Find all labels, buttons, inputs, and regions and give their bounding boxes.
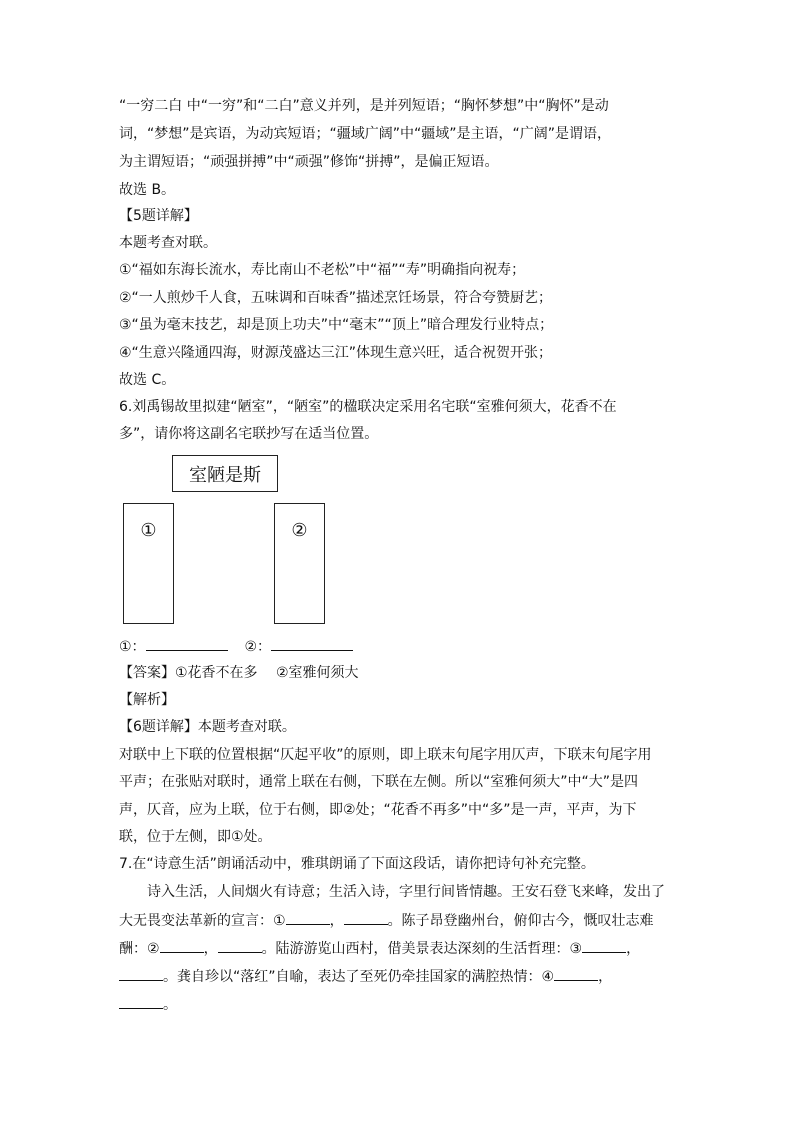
fill-blank[interactable] bbox=[554, 966, 598, 981]
answer-line-3: 对联中上下联的位置根据“仄起平收”的原则，即上联末句尾字用仄声，下联末句尾字用 bbox=[119, 747, 652, 763]
text-line-6: ①“福如东海长流水，寿比南山不老松”中“福”“寿”明确指向祝寿； bbox=[119, 262, 526, 278]
text-line-3: 故选 B。 bbox=[119, 182, 176, 198]
passage-line-4 bbox=[119, 966, 612, 987]
text-line-0: “一穷二白 中“一穷”和“二白”意义并列，是并列短语；“胸怀梦想”中“胸怀”是动 bbox=[119, 98, 609, 114]
passage-text: ， bbox=[626, 941, 641, 957]
text-line-10: 故选 C。 bbox=[119, 372, 176, 388]
passage-text: 。陆游游览山西村，借美景表达深刻的生活哲理：③ bbox=[261, 941, 583, 957]
text-line-5: 本题考查对联。 bbox=[119, 235, 217, 251]
answer-line-7: 7.在“诗意生活”朗诵活动中，雅琪朗诵了下面这段话，请你把诗句补充完整。 bbox=[119, 856, 595, 872]
passage-text: 酬：② bbox=[119, 941, 160, 957]
passage-line-1: 诗入生活，人间烟火有诗意；生活入诗，字里行间皆情趣。王安石登飞来峰，发出了 bbox=[147, 884, 665, 900]
answer-line-2: 【6题详解】本题考查对联。 bbox=[119, 719, 296, 735]
fill-blank[interactable] bbox=[218, 938, 262, 953]
text-line-2: 为主谓短语；“顽强拼搏”中“顽强”修饰“拼搏”，是偏正短语。 bbox=[119, 154, 499, 170]
couplet-left-marker: ① bbox=[140, 520, 157, 541]
passage-text: ， bbox=[203, 941, 218, 957]
fill-blank[interactable] bbox=[119, 994, 163, 1009]
answer-line-5: 声，仄音，应为上联，位于右侧，即②处；“花香不再多”中“多”是一声，平声，为下 bbox=[119, 802, 637, 818]
answer-line-1: 【解析】 bbox=[119, 692, 175, 708]
couplet-top-text: 室陋是斯 bbox=[189, 464, 261, 486]
couplet-top-box bbox=[172, 455, 278, 492]
fill-blank[interactable] bbox=[160, 938, 204, 953]
answer-line-4: 平声；在张贴对联时，通常上联在右侧，下联在左侧。所以“室雅何须大”中“大”是四 bbox=[119, 774, 639, 790]
fill-blank[interactable] bbox=[582, 938, 626, 953]
blank-label-2: ②： bbox=[244, 639, 272, 655]
fill-blank[interactable] bbox=[344, 910, 388, 925]
couplet-left-box bbox=[123, 503, 174, 624]
text-line-4: 【5题详解】 bbox=[119, 208, 198, 224]
text-line-1: 词，“梦想”是宾语，为动宾短语；“疆域广阔”中“疆域”是主语，“广阔”是谓语， bbox=[119, 126, 612, 142]
fill-blank[interactable] bbox=[286, 910, 330, 925]
couplet-right-box bbox=[274, 503, 325, 624]
passage-line-3 bbox=[119, 938, 640, 959]
text-line-11: 6.刘禹锡故里拟建“陋室”，“陋室”的楹联决定采用名宅联“室雅何须大，花香不在 bbox=[119, 399, 617, 415]
passage-text: ， bbox=[598, 969, 613, 985]
passage-text: 。 bbox=[163, 997, 177, 1013]
passage-text: 。陈子昂登幽州台，俯仰古今，慨叹壮志难 bbox=[387, 913, 654, 929]
blank-1[interactable] bbox=[146, 636, 228, 651]
answer-line-0: 【答案】①花香不在多 ②室雅何须大 bbox=[119, 665, 359, 681]
blank-label-1: ①： bbox=[119, 639, 146, 655]
couplet-right-marker: ② bbox=[291, 520, 308, 541]
passage-line-5 bbox=[119, 994, 177, 1015]
passage-line-2 bbox=[119, 910, 654, 931]
text-line-7: ②“一人煎炒千人食，五味调和百味香”描述烹饪场景，符合夸赞厨艺； bbox=[119, 290, 553, 306]
fill-blank[interactable] bbox=[119, 966, 163, 981]
answer-line-6: 联，位于左侧，即①处。 bbox=[119, 829, 272, 845]
text-line-12: 多”，请你将这副名宅联抄写在适当位置。 bbox=[119, 426, 379, 442]
passage-text: ， bbox=[329, 913, 344, 929]
answer-blanks-row bbox=[119, 636, 353, 657]
passage-text: 。龚自珍以“落红”自喻，表达了至死仍牵挂国家的满腔热情：④ bbox=[163, 969, 555, 985]
text-line-9: ④“生意兴隆通四海，财源茂盛达三江”体现生意兴旺，适合祝贺开张； bbox=[119, 345, 553, 361]
text-line-8: ③“虽为毫末技艺，却是顶上功夫”中“毫末”“顶上”暗合理发行业特点； bbox=[119, 317, 554, 333]
passage-text: 大无畏变法革新的宣言：① bbox=[119, 913, 286, 929]
blank-2[interactable] bbox=[271, 636, 353, 651]
